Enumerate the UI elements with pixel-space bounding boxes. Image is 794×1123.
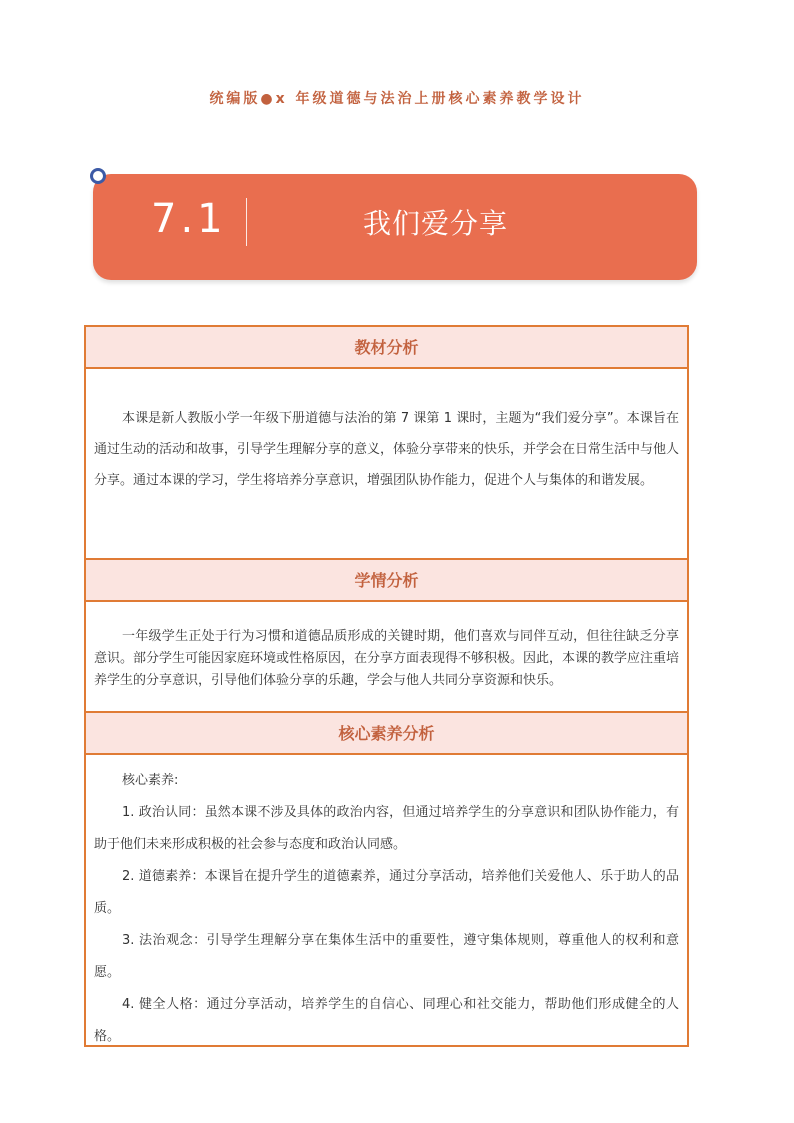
textbook-analysis-text: 本课是新人教版小学一年级下册道德与法治的第 7 课第 1 课时，主题为“我们爱分享”。本课旨在通过生动的活动和故事，引导学生理解分享的意义，体验分享带来的快乐，并学会在日常生活中与他人分享。通过本课的学习，学生将培养分享意识，增强团队协作能力，促进个人与集体的和谐发展。 <box>94 411 680 488</box>
student-analysis-text: 一年级学生正处于行为习惯和道德品质形成的关键时期，他们喜欢与同伴互动，但往往缺乏分享意识。部分学生可能因家庭环境或性格原因，在分享方面表现得不够积极。因此，本课的教学应注重培养学生的分享意识，引导他们体验分享的乐趣，学会与他人共同分享资源和快乐。 <box>94 629 680 688</box>
lesson-number: 7.1 <box>151 196 227 242</box>
core-literacy-item: 2. 道德素养：本课旨在提升学生的道德素养，通过分享活动，培养他们关爱他人、乐于助人的品质。 <box>94 869 679 916</box>
student-analysis-heading: 学情分析 <box>86 560 687 602</box>
core-literacy-item: 1. 政治认同：虽然本课不涉及具体的政治内容，但通过培养学生的分享意识和团队协作能力，有助于他们未来形成积极的社会参与态度和政治认同感。 <box>94 805 679 852</box>
core-literacy-body <box>86 755 687 1045</box>
core-literacy-label: 核心素养: <box>122 773 179 788</box>
document-header: 统编版●x 年级道德与法治上册核心素养教学设计 <box>209 91 585 107</box>
core-literacy-heading: 核心素养分析 <box>86 713 687 755</box>
textbook-analysis-body <box>86 369 687 560</box>
student-analysis-body <box>86 602 687 713</box>
lesson-banner <box>93 174 697 280</box>
banner-dot-icon <box>90 168 106 184</box>
analysis-table <box>84 325 689 1047</box>
core-literacy-item: 4. 健全人格：通过分享活动，培养学生的自信心、同理心和社交能力，帮助他们形成健全的人格。 <box>94 997 679 1044</box>
core-literacy-item: 3. 法治观念：引导学生理解分享在集体生活中的重要性，遵守集体规则，尊重他人的权利和意愿。 <box>94 933 679 980</box>
textbook-analysis-heading: 教材分析 <box>86 327 687 369</box>
lesson-title: 我们爱分享 <box>363 207 509 240</box>
banner-divider <box>246 198 247 246</box>
